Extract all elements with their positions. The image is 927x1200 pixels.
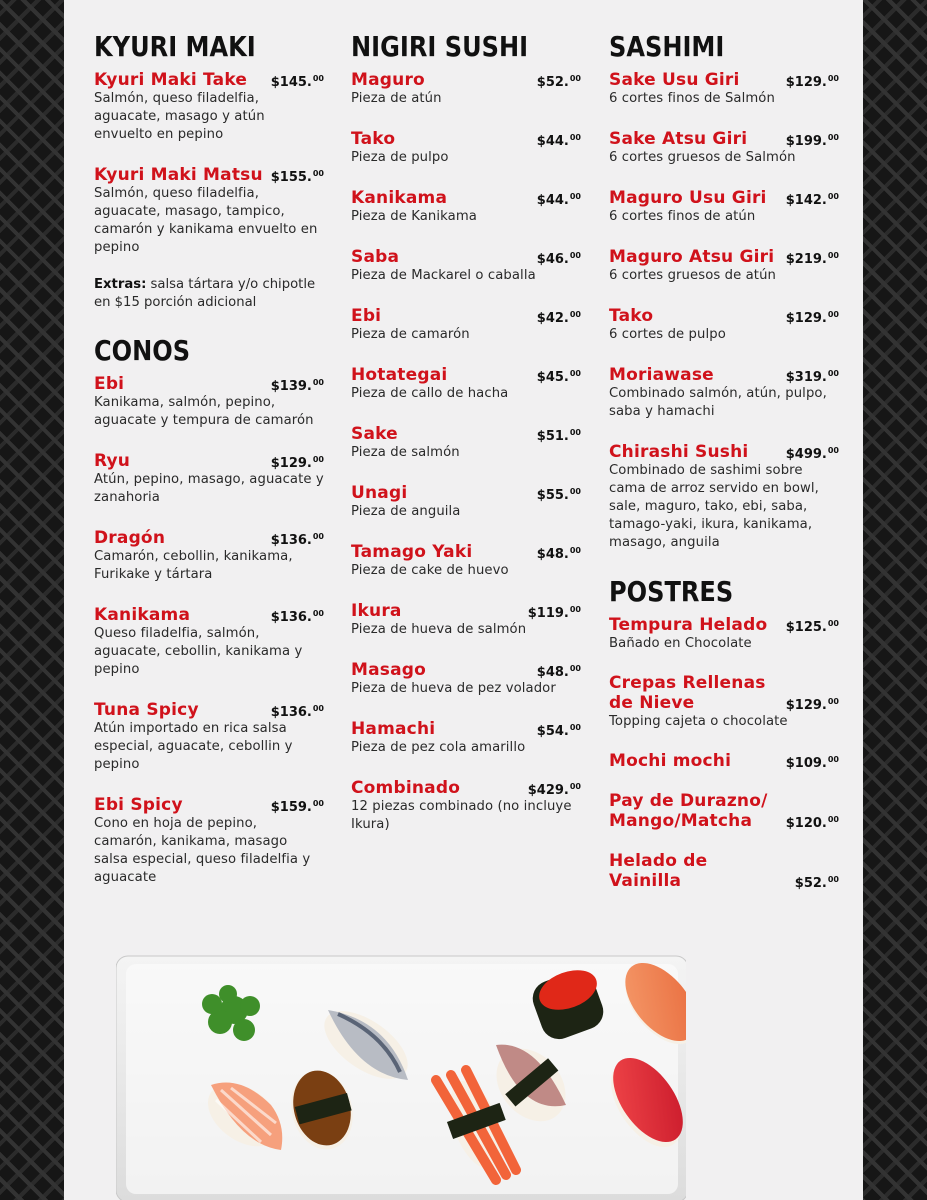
menu-item-header [351, 424, 581, 444]
menu-item-header [94, 605, 324, 625]
section-title-conos: CONOS [94, 334, 191, 367]
menu-item-price [537, 428, 581, 444]
menu-item-description: Queso filadelfia, salmón, aguacate, cebollin, kanikama y pepino [94, 626, 303, 677]
menu-item-maguro-usu-giri [609, 188, 839, 226]
menu-item-price [271, 532, 324, 548]
price-cents: 00 [827, 369, 839, 378]
menu-item-name: Moriawase [609, 365, 714, 385]
price-amount: $52. [536, 75, 569, 90]
menu-item-header [351, 483, 581, 503]
price-cents: 00 [569, 487, 581, 496]
menu-item-header [351, 70, 581, 90]
menu-item-pay-de-durazno-mango-matcha [609, 791, 839, 831]
price-amount: $42. [536, 311, 569, 326]
menu-item-name: Maguro [351, 70, 425, 90]
menu-item-description: Pieza de hueva de pez volador [351, 681, 556, 696]
menu-item-saba [351, 247, 581, 285]
menu-item-description: Combinado salmón, atún, pulpo, saba y hamachi [609, 386, 827, 419]
menu-item-header [94, 528, 324, 548]
menu-item-hamachi [351, 719, 581, 757]
menu-item-ebi [94, 374, 324, 430]
menu-item-name: Ebi Spicy [94, 795, 183, 815]
menu-item-header [351, 188, 581, 208]
menu-item-description: Salmón, queso filadelfia, aguacate, masago y atún envuelto en pepino [94, 91, 265, 142]
menu-item-helado-de-vainilla [609, 851, 839, 891]
price-cents: 00 [827, 815, 839, 824]
menu-item-header [609, 673, 839, 713]
menu-item-name: Unagi [351, 483, 408, 503]
price-cents: 00 [827, 251, 839, 260]
menu-item-price [786, 369, 839, 385]
menu-item-name: Tempura Helado [609, 615, 768, 635]
menu-item-description: Topping cajeta o chocolate [609, 714, 788, 729]
price-cents: 00 [312, 609, 324, 618]
price-amount: $120. [785, 816, 827, 831]
menu-item-name: Maguro Atsu Giri [609, 247, 775, 267]
menu-item-name: Saba [351, 247, 400, 267]
price-cents: 00 [827, 619, 839, 628]
menu-item-name: Hotategai [351, 365, 448, 385]
menu-item-description: Camarón, cebollin, kanikama, Furikake y tártara [94, 549, 293, 582]
menu-item-header [609, 751, 839, 771]
price-amount: $429. [527, 783, 569, 798]
menu-item-name: Crepas Rellenas de Nieve [609, 673, 766, 713]
price-cents: 00 [569, 723, 581, 732]
menu-item-masago [351, 660, 581, 698]
price-cents: 00 [569, 133, 581, 142]
extras-note [94, 276, 324, 312]
menu-item-name: Ebi [351, 306, 382, 326]
price-cents: 00 [569, 192, 581, 201]
menu-item-price [786, 310, 839, 326]
menu-item-kanikama [351, 188, 581, 226]
menu-item-dragon [94, 528, 324, 584]
price-amount: $109. [785, 756, 827, 771]
menu-item-price [271, 609, 324, 625]
menu-item-name: Sake [351, 424, 398, 444]
menu-item-combinado [351, 778, 581, 834]
menu-item-header [609, 129, 839, 149]
menu-item-price [528, 605, 581, 621]
price-amount: $159. [270, 800, 312, 815]
price-cents: 00 [827, 192, 839, 201]
price-amount: $44. [536, 193, 569, 208]
menu-item-description: Bañado en Chocolate [609, 636, 752, 651]
price-amount: $155. [270, 170, 312, 185]
menu-item-header [94, 70, 324, 90]
price-amount: $319. [785, 370, 827, 385]
price-cents: 00 [569, 74, 581, 83]
price-cents: 00 [569, 664, 581, 673]
menu-item-tuna-spicy [94, 700, 324, 774]
menu-item-sake-atsu-giri [609, 129, 839, 167]
menu-item-price [271, 169, 324, 185]
menu-item-description: Pieza de callo de hacha [351, 386, 509, 401]
menu-item-crepas-rellenas-de-nieve [609, 673, 839, 731]
menu-item-name: Dragón [94, 528, 166, 548]
menu-item-tako [609, 306, 839, 344]
price-amount: $52. [794, 876, 827, 891]
menu-item-name: Kyuri Maki Matsu [94, 165, 263, 185]
price-amount: $499. [785, 447, 827, 462]
postres-list [609, 615, 839, 891]
menu-item-mochi-mochi [609, 751, 839, 771]
menu-item-name: Combinado [351, 778, 461, 798]
menu-item-description: Pieza de anguila [351, 504, 461, 519]
price-amount: $46. [536, 252, 569, 267]
menu-item-header [351, 542, 581, 562]
price-amount: $145. [270, 75, 312, 90]
price-amount: $136. [270, 610, 312, 625]
price-cents: 00 [569, 428, 581, 437]
menu-item-header [351, 247, 581, 267]
menu-item-unagi [351, 483, 581, 521]
menu-item-name: Kanikama [94, 605, 191, 625]
conos-list [94, 374, 324, 887]
menu-item-header [609, 615, 839, 635]
price-amount: $48. [536, 665, 569, 680]
menu-item-price [271, 378, 324, 394]
menu-item-description: Pieza de Kanikama [351, 209, 477, 224]
menu-item-price [271, 704, 324, 720]
price-cents: 00 [312, 799, 324, 808]
menu-item-price [537, 310, 581, 326]
price-amount: $129. [785, 75, 827, 90]
menu-item-header [609, 247, 839, 267]
menu-item-description: Pieza de hueva de salmón [351, 622, 527, 637]
menu-item-header [351, 601, 581, 621]
menu-item-name: Pay de Durazno/ Mango/Matcha [609, 791, 768, 831]
menu-item-chirashi-sushi [609, 442, 839, 552]
section-title-nigiri: NIGIRI SUSHI [351, 30, 529, 63]
price-cents: 00 [827, 446, 839, 455]
menu-item-price [786, 697, 839, 713]
price-cents: 00 [569, 605, 581, 614]
menu-item-name: Kyuri Maki Take [94, 70, 248, 90]
price-amount: $129. [785, 311, 827, 326]
price-amount: $44. [536, 134, 569, 149]
price-cents: 00 [312, 74, 324, 83]
menu-item-name: Sake Usu Giri [609, 70, 740, 90]
menu-item-maguro [351, 70, 581, 108]
menu-item-name: Tako [609, 306, 654, 326]
menu-item-header [609, 442, 839, 462]
menu-item-price [537, 487, 581, 503]
menu-item-ryu [94, 451, 324, 507]
menu-item-price [537, 133, 581, 149]
menu-item-description: Pieza de pulpo [351, 150, 449, 165]
menu-item-header [94, 451, 324, 471]
menu-item-price [271, 799, 324, 815]
menu-item-price [786, 755, 839, 771]
sushi-platter-photo [116, 950, 686, 1200]
menu-item-price [528, 782, 581, 798]
menu-item-tempura-helado [609, 615, 839, 653]
menu-item-description: Atún, pepino, masago, aguacate y zanahoria [94, 472, 324, 505]
price-amount: $125. [785, 620, 827, 635]
menu-item-name: Mochi mochi [609, 751, 732, 771]
menu-item-name: Tako [351, 129, 396, 149]
menu-item-description: 6 cortes gruesos de Salmón [609, 150, 796, 165]
menu-item-description: Atún importado en rica salsa especial, aguacate, cebollin y pepino [94, 721, 293, 772]
menu-item-kyuri-maki-matsu [94, 165, 324, 257]
menu-item-price [537, 546, 581, 562]
menu-item-description: Cono en hoja de pepino, camarón, kanikama, masago salsa especial, queso filadelfia y aguacate [94, 816, 311, 885]
price-cents: 00 [569, 546, 581, 555]
extras-label: Extras: [94, 277, 147, 292]
menu-item-ebi-spicy [94, 795, 324, 887]
menu-item-name: Ebi [94, 374, 125, 394]
price-amount: $139. [270, 379, 312, 394]
column-left [94, 28, 324, 908]
price-amount: $219. [785, 252, 827, 267]
price-amount: $136. [270, 533, 312, 548]
price-amount: $55. [536, 488, 569, 503]
menu-item-header [351, 365, 581, 385]
price-cents: 00 [569, 310, 581, 319]
menu-item-description: Pieza de salmón [351, 445, 460, 460]
menu-item-description: Salmón, queso filadelfia, aguacate, masago, tampico, camarón y kanikama envuelto en pepino [94, 186, 318, 255]
kyuri-maki-list [94, 70, 324, 257]
menu-item-description: 12 piezas combinado (no incluye Ikura) [351, 799, 572, 832]
menu-item-header [351, 719, 581, 739]
menu-item-description: 6 cortes de pulpo [609, 327, 726, 342]
menu-item-description: Pieza de Mackarel o caballa [351, 268, 536, 283]
menu-item-price [786, 619, 839, 635]
menu-item-name: Tamago Yaki [351, 542, 473, 562]
menu-item-description: 6 cortes finos de Salmón [609, 91, 775, 106]
menu-item-price [786, 133, 839, 149]
menu-item-price [795, 875, 839, 891]
menu-item-name: Masago [351, 660, 427, 680]
menu-item-price [537, 251, 581, 267]
menu-item-header [351, 306, 581, 326]
menu-item-name: Maguro Usu Giri [609, 188, 767, 208]
price-cents: 00 [312, 169, 324, 178]
price-cents: 00 [827, 697, 839, 706]
price-cents: 00 [827, 310, 839, 319]
menu-item-header [94, 795, 324, 815]
menu-item-name: Tuna Spicy [94, 700, 199, 720]
section-title-postres: POSTRES [609, 575, 734, 608]
menu-item-price [537, 369, 581, 385]
price-amount: $119. [527, 606, 569, 621]
price-amount: $142. [785, 193, 827, 208]
price-cents: 00 [569, 782, 581, 791]
menu-item-header [351, 660, 581, 680]
menu-item-price [537, 664, 581, 680]
menu-item-header [351, 129, 581, 149]
price-cents: 00 [827, 875, 839, 884]
menu-item-name: Kanikama [351, 188, 448, 208]
menu-item-description: Kanikama, salmón, pepino, aguacate y tempura de camarón [94, 395, 314, 428]
menu-item-kanikama [94, 605, 324, 679]
menu-item-price [786, 251, 839, 267]
sashimi-list [609, 70, 839, 552]
menu-item-description: Pieza de pez cola amarillo [351, 740, 526, 755]
price-amount: $51. [536, 429, 569, 444]
section-title-kyuri-maki: KYURI MAKI [94, 30, 256, 63]
column-right [609, 28, 839, 911]
menu-item-header [609, 306, 839, 326]
menu-item-price [786, 446, 839, 462]
menu-item-name: Ryu [94, 451, 131, 471]
menu-item-description: 6 cortes gruesos de atún [609, 268, 776, 283]
menu-item-description: Pieza de cake de huevo [351, 563, 509, 578]
menu-item-description: 6 cortes finos de atún [609, 209, 756, 224]
menu-item-header [609, 365, 839, 385]
menu-item-name: Sake Atsu Giri [609, 129, 748, 149]
menu-item-sake-usu-giri [609, 70, 839, 108]
nigiri-list [351, 70, 581, 834]
menu-item-price [537, 74, 581, 90]
menu-item-header [94, 374, 324, 394]
extras-text: salsa tártara y/o chipotle en $15 porción adicional [94, 277, 316, 310]
price-cents: 00 [312, 378, 324, 387]
price-amount: $199. [785, 134, 827, 149]
menu-item-name: Helado de Vainilla [609, 851, 708, 891]
menu-item-maguro-atsu-giri [609, 247, 839, 285]
menu-item-name: Hamachi [351, 719, 436, 739]
price-cents: 00 [312, 532, 324, 541]
menu-item-header [351, 778, 581, 798]
menu-item-ebi [351, 306, 581, 344]
menu-item-description: Pieza de atún [351, 91, 442, 106]
price-cents: 00 [569, 251, 581, 260]
menu-item-header [94, 165, 324, 185]
price-amount: $54. [536, 724, 569, 739]
menu-item-price [271, 74, 324, 90]
menu-item-moriawase [609, 365, 839, 421]
menu-item-header [609, 851, 839, 891]
price-cents: 00 [569, 369, 581, 378]
menu-item-description: Combinado de sashimi sobre cama de arroz servido en bowl, sale, maguro, tako, ebi, saba, tamago-yaki, ikura, kanikama, masago, anguila [609, 463, 819, 550]
column-middle [351, 28, 581, 855]
price-amount: $129. [270, 456, 312, 471]
price-cents: 00 [312, 704, 324, 713]
menu-item-tamago-yaki [351, 542, 581, 580]
menu-item-price [537, 723, 581, 739]
menu-item-hotategai [351, 365, 581, 403]
price-cents: 00 [312, 455, 324, 464]
menu-item-header [609, 70, 839, 90]
section-title-sashimi: SASHIMI [609, 30, 725, 63]
price-amount: $45. [536, 370, 569, 385]
menu-item-price [537, 192, 581, 208]
menu-item-header [609, 188, 839, 208]
menu-item-header [609, 791, 839, 831]
price-amount: $136. [270, 705, 312, 720]
menu-item-tako [351, 129, 581, 167]
price-amount: $129. [785, 698, 827, 713]
menu-item-name: Ikura [351, 601, 402, 621]
price-cents: 00 [827, 755, 839, 764]
menu-item-price [271, 455, 324, 471]
menu-item-name: Chirashi Sushi [609, 442, 749, 462]
menu-item-ikura [351, 601, 581, 639]
menu-item-price [786, 815, 839, 831]
menu-item-kyuri-maki-take [94, 70, 324, 144]
menu-item-price [786, 74, 839, 90]
price-amount: $48. [536, 547, 569, 562]
price-cents: 00 [827, 133, 839, 142]
price-cents: 00 [827, 74, 839, 83]
menu-item-description: Pieza de camarón [351, 327, 470, 342]
menu-item-price [786, 192, 839, 208]
menu-item-sake [351, 424, 581, 462]
menu-item-header [94, 700, 324, 720]
